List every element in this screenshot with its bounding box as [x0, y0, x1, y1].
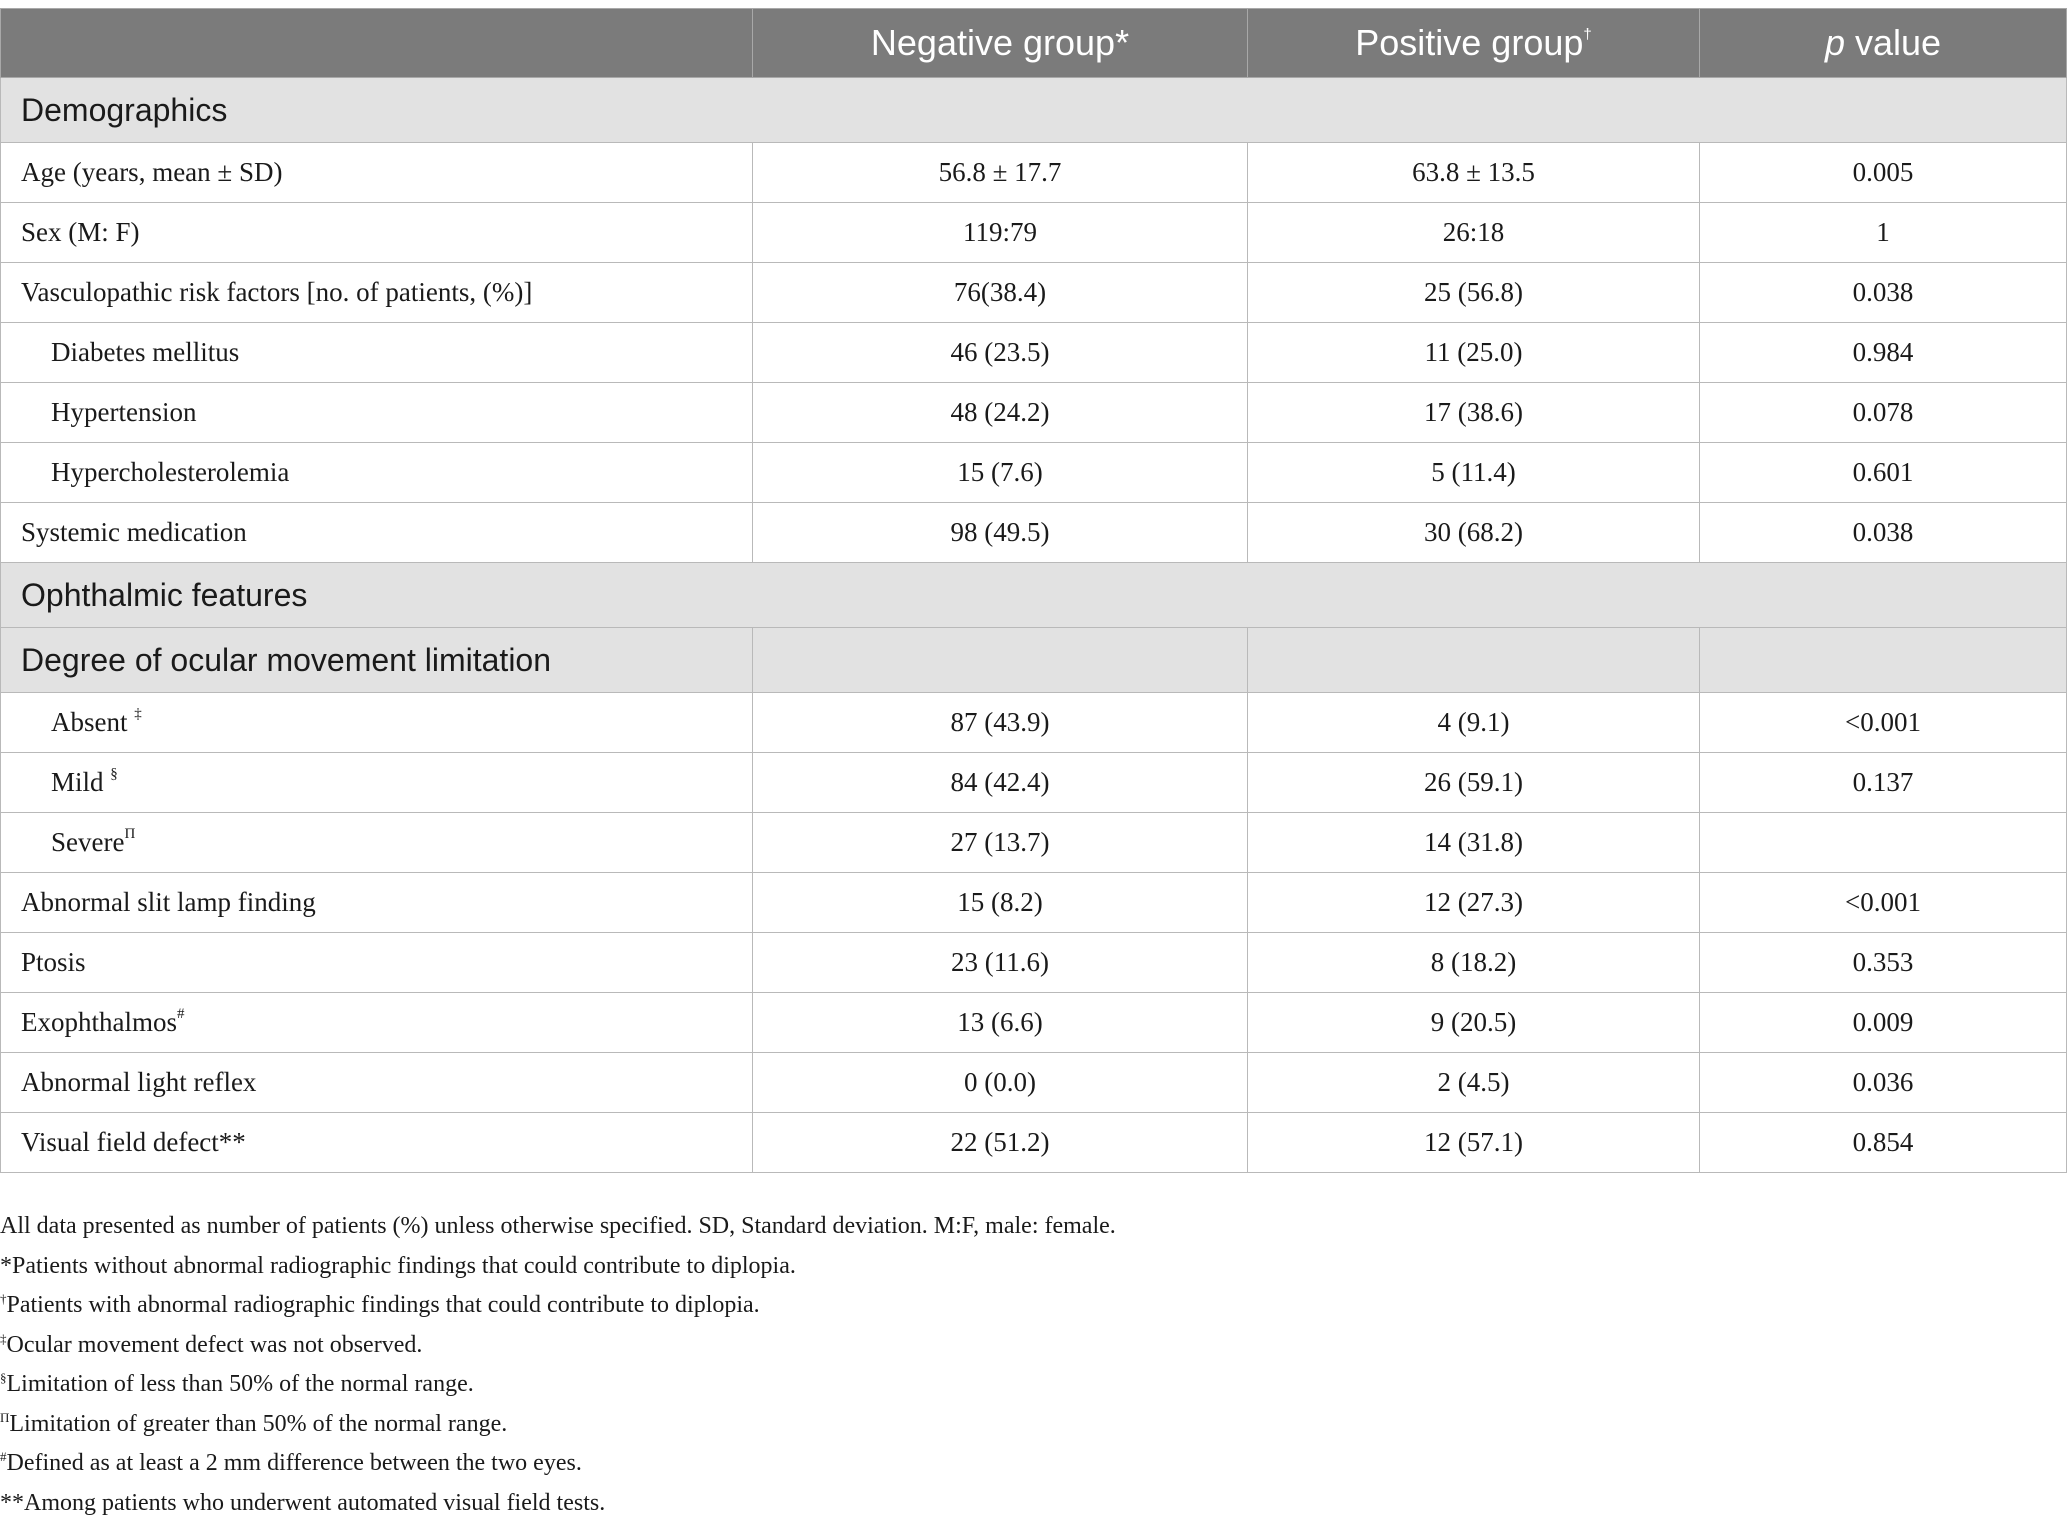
- row-label-text: Abnormal slit lamp finding: [21, 887, 316, 917]
- header-negative-group: [753, 9, 1248, 78]
- p-value: 0.078: [1700, 383, 2067, 443]
- row-label-text: Severe: [51, 827, 124, 857]
- row-label: Diabetes mellitus: [1, 323, 753, 383]
- row-label: [1, 1053, 753, 1113]
- table-row: [1, 143, 2067, 203]
- positive-value: 30 (68.2): [1248, 503, 1700, 563]
- positive-value: 5 (11.4): [1248, 443, 1700, 503]
- row-label-mark: ‡: [134, 706, 142, 722]
- p-value: [1700, 813, 2067, 873]
- header-negative-mark: *: [1115, 22, 1129, 63]
- footnote-mark: #: [0, 1449, 7, 1464]
- p-value: <0.001: [1700, 873, 2067, 933]
- header-positive-label: Positive group: [1355, 22, 1583, 63]
- p-value: <0.001: [1700, 693, 2067, 753]
- header-p-italic: p: [1825, 22, 1845, 63]
- negative-value: 15 (7.6): [753, 443, 1248, 503]
- p-value: 0.601: [1700, 443, 2067, 503]
- p-value: 0.984: [1700, 323, 2067, 383]
- positive-value: 2 (4.5): [1248, 1053, 1700, 1113]
- empty-cell: [1248, 628, 1700, 693]
- footnote: [0, 1485, 1116, 1524]
- row-label: Vasculopathic risk factors [no. of patients, (%)]: [1, 263, 753, 323]
- row-label: [1, 813, 753, 873]
- footnote-mark: Π: [0, 1410, 9, 1425]
- positive-value: 17 (38.6): [1248, 383, 1700, 443]
- negative-value: 76(38.4): [753, 263, 1248, 323]
- footnote: [0, 1287, 1116, 1327]
- positive-value: 12 (57.1): [1248, 1113, 1700, 1173]
- footnote-text: Ocular movement defect was not observed.: [7, 1332, 423, 1358]
- row-label: Systemic medication: [1, 503, 753, 563]
- table-wrapper: [0, 8, 2067, 1173]
- negative-value: 22 (51.2): [753, 1113, 1248, 1173]
- table-row: [1, 263, 2067, 323]
- row-label-text: Absent: [51, 707, 134, 737]
- row-label-text: Abnormal light reflex: [21, 1067, 256, 1097]
- positive-value: 63.8 ± 13.5: [1248, 143, 1700, 203]
- table-row: [1, 203, 2067, 263]
- footnote-text: Limitation of less than 50% of the normal range.: [7, 1371, 474, 1397]
- row-label: [1, 1113, 753, 1173]
- header-p-rest: value: [1845, 22, 1941, 63]
- positive-value: 26 (59.1): [1248, 753, 1700, 813]
- footnote-mark: ‡: [0, 1331, 7, 1346]
- section-row-demographics: [1, 78, 2067, 143]
- footnote-mark: †: [0, 1291, 7, 1306]
- row-label-text: Visual field defect**: [21, 1127, 246, 1157]
- negative-value: 98 (49.5): [753, 503, 1248, 563]
- p-value: 0.038: [1700, 263, 2067, 323]
- positive-value: 8 (18.2): [1248, 933, 1700, 993]
- positive-value: 12 (27.3): [1248, 873, 1700, 933]
- positive-value: 9 (20.5): [1248, 993, 1700, 1053]
- negative-value: 13 (6.6): [753, 993, 1248, 1053]
- footnote-mark: §: [0, 1370, 7, 1385]
- section-row-ophthalmic: [1, 563, 2067, 628]
- footnote: [0, 1208, 1116, 1248]
- p-value: 0.137: [1700, 753, 2067, 813]
- p-value: 0.005: [1700, 143, 2067, 203]
- footnote-text: Defined as at least a 2 mm difference between the two eyes.: [7, 1450, 582, 1476]
- p-value: 0.036: [1700, 1053, 2067, 1113]
- negative-value: 0 (0.0): [753, 1053, 1248, 1113]
- table-row: [1, 1113, 2067, 1173]
- positive-value: 11 (25.0): [1248, 323, 1700, 383]
- footnote-text: Limitation of greater than 50% of the normal range.: [9, 1411, 507, 1437]
- row-label-mark: Π: [124, 826, 135, 842]
- row-label: [1, 873, 753, 933]
- table-row: [1, 1053, 2067, 1113]
- header-positive-mark: †: [1583, 26, 1591, 43]
- section-row-ocular-movement: [1, 628, 2067, 693]
- table-row: [1, 753, 2067, 813]
- p-value: 0.353: [1700, 933, 2067, 993]
- empty-cell: [753, 628, 1248, 693]
- table-footnotes: [0, 1208, 1116, 1524]
- table-row: [1, 813, 2067, 873]
- negative-value: 84 (42.4): [753, 753, 1248, 813]
- header-blank: [1, 9, 753, 78]
- patient-characteristics-table: [0, 8, 2067, 1173]
- footnote-text: *Patients without abnormal radiographic findings that could contribute to diplopia.: [0, 1253, 796, 1279]
- table-row: [1, 503, 2067, 563]
- footnote-text: All data presented as number of patients (%) unless otherwise specified. SD, Standard deviation. M:F, male: female.: [0, 1213, 1116, 1239]
- negative-value: 15 (8.2): [753, 873, 1248, 933]
- negative-value: 23 (11.6): [753, 933, 1248, 993]
- p-value: 0.854: [1700, 1113, 2067, 1173]
- table-row: [1, 873, 2067, 933]
- positive-value: 4 (9.1): [1248, 693, 1700, 753]
- row-label: [1, 693, 753, 753]
- negative-value: 87 (43.9): [753, 693, 1248, 753]
- section-title-ophthalmic: Ophthalmic features: [1, 563, 2067, 628]
- p-value: 1: [1700, 203, 2067, 263]
- row-label: Hypertension: [1, 383, 753, 443]
- header-negative-label: Negative group: [871, 22, 1115, 63]
- footnote-text: Patients with abnormal radiographic findings that could contribute to diplopia.: [7, 1292, 760, 1318]
- row-label: [1, 933, 753, 993]
- table-row: [1, 383, 2067, 443]
- p-value: 0.009: [1700, 993, 2067, 1053]
- empty-cell: [1700, 628, 2067, 693]
- row-label-text: Ptosis: [21, 947, 86, 977]
- section-title-demographics: Demographics: [1, 78, 2067, 143]
- header-row: [1, 9, 2067, 78]
- row-label-mark: §: [110, 766, 118, 782]
- table-row: [1, 323, 2067, 383]
- row-label-text: Mild: [51, 767, 110, 797]
- table-row: [1, 693, 2067, 753]
- row-label: Age (years, mean ± SD): [1, 143, 753, 203]
- table-row: [1, 443, 2067, 503]
- negative-value: 48 (24.2): [753, 383, 1248, 443]
- negative-value: 119:79: [753, 203, 1248, 263]
- negative-value: 27 (13.7): [753, 813, 1248, 873]
- positive-value: 26:18: [1248, 203, 1700, 263]
- footnote: [0, 1445, 1116, 1485]
- section-title-ocular-movement: Degree of ocular movement limitation: [1, 628, 753, 693]
- footnote: [0, 1406, 1116, 1446]
- footnote: [0, 1248, 1116, 1288]
- negative-value: 46 (23.5): [753, 323, 1248, 383]
- row-label: Hypercholesterolemia: [1, 443, 753, 503]
- header-positive-group: [1248, 9, 1700, 78]
- footnote: [0, 1327, 1116, 1367]
- table-row: [1, 933, 2067, 993]
- row-label-mark: #: [177, 1006, 185, 1022]
- negative-value: 56.8 ± 17.7: [753, 143, 1248, 203]
- header-p-value: [1700, 9, 2067, 78]
- row-label: [1, 753, 753, 813]
- row-label: Sex (M: F): [1, 203, 753, 263]
- table-row: [1, 993, 2067, 1053]
- footnote-text: **Among patients who underwent automated visual field tests.: [0, 1490, 605, 1516]
- footnote: [0, 1366, 1116, 1406]
- row-label: [1, 993, 753, 1053]
- row-label-text: Exophthalmos: [21, 1007, 177, 1037]
- positive-value: 14 (31.8): [1248, 813, 1700, 873]
- positive-value: 25 (56.8): [1248, 263, 1700, 323]
- p-value: 0.038: [1700, 503, 2067, 563]
